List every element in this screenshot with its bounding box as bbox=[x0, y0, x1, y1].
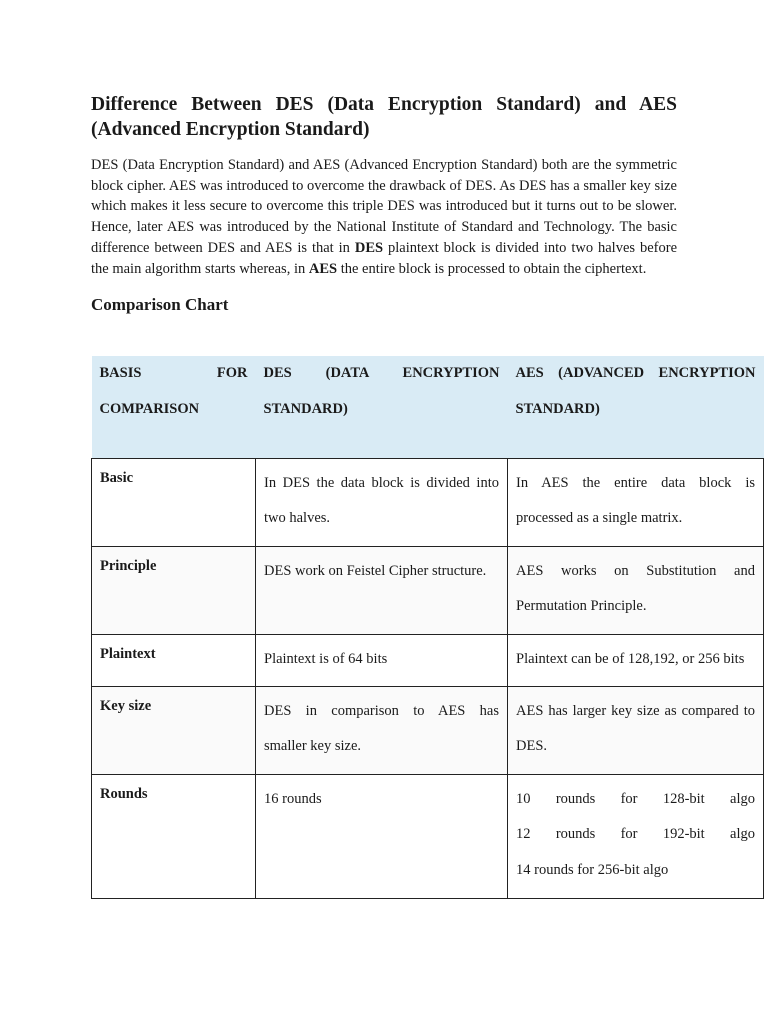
row-des-cell bbox=[256, 774, 508, 898]
row-basis-cell: Plaintext bbox=[92, 634, 256, 686]
row-aes-line: AES works on Substitution and bbox=[516, 562, 755, 579]
row-aes-line: Plaintext can be of 128,192, or 256 bits bbox=[516, 650, 745, 667]
page-title: Difference Between DES (Data Encryption Standard) and AES (Advanced Encryption Standard) bbox=[91, 94, 677, 140]
row-aes-line: Permutation Principle. bbox=[516, 598, 647, 614]
header-des-line1: DES (DATA ENCRYPTION bbox=[263, 365, 500, 381]
row-aes-line: 14 rounds for 256-bit algo bbox=[516, 861, 669, 878]
row-des-line: In DES the data block is divided into bbox=[264, 474, 499, 491]
table-body bbox=[92, 458, 764, 898]
row-des-line: DES work on Feistel Cipher structure. bbox=[264, 562, 487, 579]
table-row bbox=[92, 634, 764, 686]
row-des-cell bbox=[256, 686, 508, 774]
row-aes-line: 10 rounds for 128-bit algo bbox=[516, 790, 755, 807]
header-basis-line1: BASIS FOR bbox=[99, 365, 248, 381]
row-basis-cell: Principle bbox=[92, 546, 256, 634]
row-basis-cell: Basic bbox=[92, 458, 256, 546]
row-des-line: two halves. bbox=[264, 510, 331, 526]
row-aes-cell bbox=[508, 546, 764, 634]
intro-bold-aes: AES bbox=[308, 260, 338, 277]
row-des-cell bbox=[256, 458, 508, 546]
header-aes bbox=[508, 356, 764, 458]
document-body bbox=[91, 92, 677, 317]
row-aes-cell bbox=[508, 774, 764, 898]
row-aes-cell bbox=[508, 458, 764, 546]
row-des-line: 16 rounds bbox=[264, 790, 322, 807]
intro-text-2: plaintext block is divided into two halves before the main algorithm starts whereas, in bbox=[91, 239, 678, 277]
row-aes-cell bbox=[508, 634, 764, 686]
table-header-row bbox=[92, 356, 764, 458]
row-des-cell bbox=[256, 634, 508, 686]
header-basis-line2: COMPARISON bbox=[99, 400, 200, 417]
row-aes-line: processed as a single matrix. bbox=[516, 510, 683, 526]
row-basis-cell: Key size bbox=[92, 686, 256, 774]
row-aes-line: DES. bbox=[516, 738, 548, 754]
header-aes-line1: AES (ADVANCED ENCRYPTION bbox=[515, 365, 756, 381]
row-aes-line: 12 rounds for 192-bit algo bbox=[516, 826, 755, 842]
intro-bold-des: DES bbox=[354, 239, 384, 256]
intro-text-3: the entire block is processed to obtain the ciphertext. bbox=[337, 260, 647, 277]
row-des-line: DES in comparison to AES has bbox=[264, 702, 499, 719]
header-basis bbox=[92, 356, 256, 458]
row-des-line: smaller key size. bbox=[264, 738, 362, 754]
header-des bbox=[256, 356, 508, 458]
table-row bbox=[92, 546, 764, 634]
row-des-line: Plaintext is of 64 bits bbox=[264, 650, 388, 667]
table-row bbox=[92, 686, 764, 774]
row-aes-cell bbox=[508, 686, 764, 774]
header-aes-line2: STANDARD) bbox=[515, 400, 600, 417]
intro-paragraph bbox=[91, 155, 677, 279]
row-aes-line: In AES the entire data block is bbox=[516, 474, 755, 491]
row-basis-cell: Rounds bbox=[92, 774, 256, 898]
table-row bbox=[92, 458, 764, 546]
row-aes-line: AES has larger key size as compared to bbox=[516, 702, 755, 719]
section-heading: Comparison Chart bbox=[91, 295, 229, 315]
row-des-cell bbox=[256, 546, 508, 634]
intro-text-1: DES (Data Encryption Standard) and AES (Advanced Encryption Standard) both are the symmetric block cipher. AES was introduced to overcome the drawback of DES. As DES has a smaller key size which makes it less secure to overcome this triple DES was introduced but it turns out to be slower. Hence, later AES was introduced by the National Institute of Standard and Technology. The basic difference between DES and AES is that in bbox=[91, 157, 677, 256]
table-row bbox=[92, 774, 764, 898]
comparison-table bbox=[91, 356, 764, 899]
header-des-line2: STANDARD) bbox=[263, 400, 348, 417]
